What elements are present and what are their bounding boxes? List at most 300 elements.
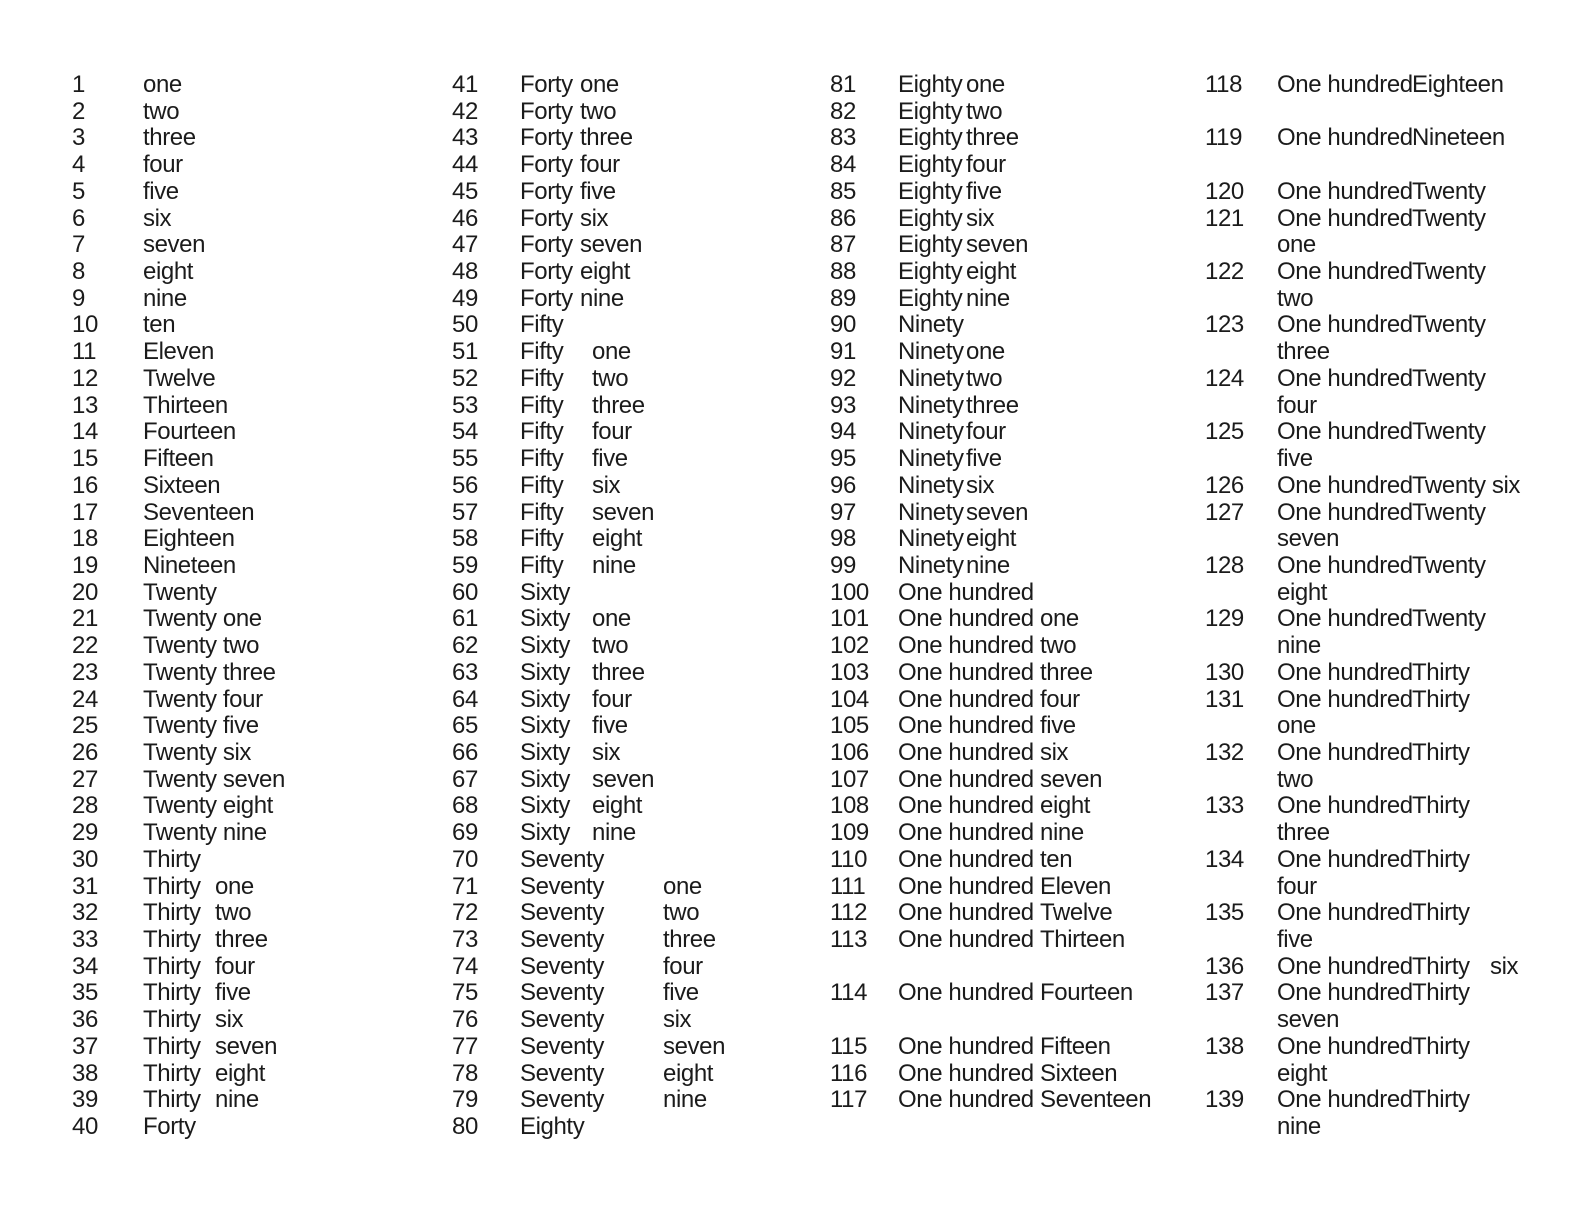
number-word: six: [1040, 739, 1069, 766]
number-word: nine: [580, 285, 624, 312]
row-number: 67: [452, 766, 478, 793]
row-number: 117: [830, 1086, 868, 1113]
number-word: ten: [143, 311, 176, 338]
number-word: One hundred: [898, 712, 1034, 739]
number-word: Seventeen: [143, 499, 255, 526]
row-number: 21: [72, 605, 98, 632]
number-word: two: [1277, 285, 1314, 312]
number-word: Thirty: [1412, 659, 1470, 686]
number-word: Twenty six: [143, 739, 252, 766]
number-word: Fifty: [520, 392, 564, 419]
number-word: Twenty seven: [143, 766, 285, 793]
number-word: Fifty: [520, 525, 564, 552]
row-number: 55: [452, 445, 478, 472]
number-word: Thirty: [1412, 1033, 1470, 1060]
row-number: 137: [1205, 979, 1244, 1006]
row-number: 10: [72, 311, 98, 338]
row-number: 104: [830, 686, 869, 713]
number-word: seven: [1277, 1006, 1340, 1033]
number-word: One hundred: [1277, 472, 1413, 499]
number-word: One hundred: [1277, 552, 1413, 579]
number-word: Thirty: [1412, 979, 1470, 1006]
number-word: One hundred: [898, 1086, 1034, 1113]
number-word: six: [966, 205, 995, 232]
number-word: three: [592, 659, 645, 686]
number-word: four: [663, 953, 703, 980]
number-word: Ninety: [898, 552, 964, 579]
number-word: one: [1277, 231, 1316, 258]
row-number: 15: [72, 445, 98, 472]
number-word: Ninety: [898, 365, 964, 392]
number-word: nine: [215, 1086, 259, 1113]
number-word: eight: [1277, 1060, 1328, 1087]
number-word: two: [966, 98, 1003, 125]
number-word: Ninety: [898, 445, 964, 472]
row-number: 38: [72, 1060, 98, 1087]
number-word: seven: [592, 766, 655, 793]
number-word: six: [215, 1006, 244, 1033]
number-word: Nineteen: [143, 552, 236, 579]
row-number: 49: [452, 285, 478, 312]
row-number: 111: [830, 873, 866, 900]
number-word: Twenty: [143, 579, 217, 606]
row-number: 81: [830, 71, 856, 98]
number-word: One hundred: [898, 739, 1034, 766]
row-number: 19: [72, 552, 98, 579]
row-number: 103: [830, 659, 869, 686]
number-word: Sixteen: [1040, 1060, 1118, 1087]
number-word: Thirteen: [143, 392, 228, 419]
row-number: 113: [830, 926, 868, 953]
number-word: One hundred: [1277, 258, 1413, 285]
row-number: 90: [830, 311, 856, 338]
number-word: seven: [1277, 525, 1340, 552]
number-word: one: [966, 338, 1005, 365]
number-word: One hundred: [1277, 365, 1413, 392]
number-word: Twenty five: [143, 712, 259, 739]
number-word: four: [1040, 686, 1080, 713]
row-number: 24: [72, 686, 98, 713]
number-word: One hundred: [1277, 686, 1413, 713]
number-word: Thirty: [143, 873, 201, 900]
number-word: One hundred: [1277, 124, 1413, 151]
number-word: seven: [1040, 766, 1103, 793]
number-word: two: [143, 98, 180, 125]
row-number: 102: [830, 632, 869, 659]
number-word: One hundred: [898, 846, 1034, 873]
row-number: 1: [72, 71, 85, 98]
row-number: 52: [452, 365, 478, 392]
number-word: Thirty: [1412, 899, 1470, 926]
number-word: five: [663, 979, 699, 1006]
number-word: Ninety: [898, 499, 964, 526]
number-word: Thirty: [143, 1086, 201, 1113]
number-word: Sixty: [520, 766, 571, 793]
number-word: Twenty: [1412, 258, 1486, 285]
number-word: two: [663, 899, 700, 926]
number-word: One hundred: [898, 632, 1034, 659]
number-word: Seventy: [520, 1006, 604, 1033]
row-number: 13: [72, 392, 98, 419]
number-word: Twenty: [1412, 418, 1486, 445]
number-word: nine: [1277, 1113, 1321, 1140]
number-word: Thirty: [143, 926, 201, 953]
number-word: three: [966, 124, 1019, 151]
row-number: 114: [830, 979, 868, 1006]
row-number: 60: [452, 579, 478, 606]
number-word: Eighty: [520, 1113, 585, 1140]
row-number: 91: [830, 338, 856, 365]
row-number: 17: [72, 499, 98, 526]
number-word: One hundred: [1277, 659, 1413, 686]
number-word: six: [143, 205, 172, 232]
number-word: Eighty: [898, 258, 963, 285]
row-number: 78: [452, 1060, 478, 1087]
number-word: One hundred: [898, 1060, 1034, 1087]
number-word: Seventy: [520, 953, 604, 980]
number-word: Seventy: [520, 1060, 604, 1087]
number-word: Forty: [143, 1113, 196, 1140]
number-word: six: [966, 472, 995, 499]
number-word: One hundred: [898, 686, 1034, 713]
row-number: 99: [830, 552, 856, 579]
row-number: 84: [830, 151, 856, 178]
number-word: Ninety: [898, 525, 964, 552]
row-number: 35: [72, 979, 98, 1006]
row-number: 74: [452, 953, 478, 980]
number-word: seven: [592, 499, 655, 526]
number-word: six: [663, 1006, 692, 1033]
row-number: 2: [72, 98, 85, 125]
number-word: six: [592, 472, 621, 499]
number-word: three: [966, 392, 1019, 419]
number-word: nine: [1277, 632, 1321, 659]
number-word: eight: [592, 525, 643, 552]
number-word: three: [1277, 819, 1330, 846]
number-word: Forty: [520, 151, 573, 178]
row-number: 12: [72, 365, 98, 392]
number-word: One hundred: [1277, 205, 1413, 232]
number-word: eight: [143, 258, 194, 285]
row-number: 107: [830, 766, 869, 793]
number-word: Forty: [520, 285, 573, 312]
number-word: one: [580, 71, 619, 98]
number-word: One hundred: [1277, 178, 1413, 205]
number-word: One hundred: [1277, 311, 1413, 338]
row-number: 93: [830, 392, 856, 419]
number-word: four: [592, 686, 632, 713]
number-word: Fifty: [520, 472, 564, 499]
row-number: 134: [1205, 846, 1244, 873]
number-word: five: [1277, 445, 1313, 472]
number-word: Twenty: [1412, 552, 1486, 579]
row-number: 50: [452, 311, 478, 338]
number-word: eight: [966, 258, 1017, 285]
number-word: Forty: [520, 205, 573, 232]
number-word: six: [580, 205, 609, 232]
row-number: 32: [72, 899, 98, 926]
number-word: Twenty two: [143, 632, 260, 659]
row-number: 26: [72, 739, 98, 766]
number-word: three: [143, 124, 196, 151]
number-word: Fifty: [520, 418, 564, 445]
number-word: Forty: [520, 231, 573, 258]
row-number: 136: [1205, 953, 1244, 980]
row-number: 83: [830, 124, 856, 151]
row-number: 48: [452, 258, 478, 285]
number-word: four: [966, 151, 1006, 178]
row-number: 63: [452, 659, 478, 686]
number-word: Thirty: [143, 979, 201, 1006]
number-word: Forty: [520, 124, 573, 151]
row-number: 87: [830, 231, 856, 258]
number-word: Thirty: [1412, 686, 1470, 713]
row-number: 128: [1205, 552, 1244, 579]
row-number: 95: [830, 445, 856, 472]
row-number: 82: [830, 98, 856, 125]
number-word: two: [215, 899, 252, 926]
row-number: 70: [452, 846, 478, 873]
row-number: 45: [452, 178, 478, 205]
number-word: Seventy: [520, 873, 604, 900]
number-word: One hundred: [1277, 1086, 1413, 1113]
row-number: 116: [830, 1060, 868, 1087]
number-word: five: [215, 979, 251, 1006]
row-number: 64: [452, 686, 478, 713]
number-word: nine: [143, 285, 187, 312]
number-word: Fifty: [520, 311, 564, 338]
row-number: 14: [72, 418, 98, 445]
number-word: One hundred: [1277, 605, 1413, 632]
number-word: Twenty four: [143, 686, 263, 713]
number-word: Fifteen: [1040, 1033, 1111, 1060]
number-word: One hundred: [898, 979, 1034, 1006]
number-word: Sixty: [520, 739, 571, 766]
number-word: seven: [966, 499, 1029, 526]
row-number: 106: [830, 739, 869, 766]
number-word: Seventy: [520, 1033, 604, 1060]
number-word: One hundred: [898, 873, 1034, 900]
row-number: 105: [830, 712, 869, 739]
number-word: one: [1277, 712, 1316, 739]
row-number: 77: [452, 1033, 478, 1060]
number-word: eight: [663, 1060, 714, 1087]
number-word: Eighty: [898, 178, 963, 205]
row-number: 20: [72, 579, 98, 606]
number-word: Thirty: [1412, 739, 1470, 766]
row-number: 25: [72, 712, 98, 739]
number-word: Twenty: [1412, 205, 1486, 232]
number-word: nine: [592, 552, 636, 579]
row-number: 88: [830, 258, 856, 285]
number-word: Sixty: [520, 579, 571, 606]
number-word: Eighteen: [143, 525, 235, 552]
number-word: four: [1277, 873, 1317, 900]
row-number: 42: [452, 98, 478, 125]
number-word: five: [966, 178, 1002, 205]
row-number: 71: [452, 873, 478, 900]
row-number: 28: [72, 792, 98, 819]
number-word: seven: [580, 231, 643, 258]
number-word: Thirteen: [1040, 926, 1125, 953]
number-word: two: [592, 365, 629, 392]
number-word: Sixty: [520, 686, 571, 713]
number-word: One hundred: [1277, 418, 1413, 445]
row-number: 127: [1205, 499, 1244, 526]
number-word: One hundred: [898, 792, 1034, 819]
number-word: Seventeen: [1040, 1086, 1152, 1113]
number-word: four: [215, 953, 255, 980]
number-word: One hundred: [1277, 846, 1413, 873]
row-number: 56: [452, 472, 478, 499]
row-number: 130: [1205, 659, 1244, 686]
number-word: eight: [966, 525, 1017, 552]
number-word: Fifty: [520, 445, 564, 472]
number-word: Seventy: [520, 846, 604, 873]
number-word: Thirty: [143, 953, 201, 980]
row-number: 23: [72, 659, 98, 686]
number-word: Twenty: [1412, 311, 1486, 338]
number-word: Sixty: [520, 605, 571, 632]
number-word: Eleven: [143, 338, 214, 365]
number-word: two: [1040, 632, 1077, 659]
number-word: one: [1040, 605, 1079, 632]
number-word: Sixteen: [143, 472, 221, 499]
number-word: Forty: [520, 178, 573, 205]
number-word: Thirty: [1412, 1086, 1470, 1113]
number-word: Ninety: [898, 418, 964, 445]
row-number: 98: [830, 525, 856, 552]
number-word: Thirty: [1412, 846, 1470, 873]
number-word: One hundred: [1277, 1033, 1413, 1060]
number-word: Seventy: [520, 899, 604, 926]
number-word: seven: [215, 1033, 278, 1060]
number-word: Twenty six: [1412, 472, 1521, 499]
row-number: 135: [1205, 899, 1244, 926]
row-number: 43: [452, 124, 478, 151]
row-number: 80: [452, 1113, 478, 1140]
row-number: 75: [452, 979, 478, 1006]
number-word: Forty: [520, 71, 573, 98]
number-word: One hundred: [1277, 953, 1413, 980]
number-word: one: [663, 873, 702, 900]
row-number: 37: [72, 1033, 98, 1060]
number-word: Thirty: [1412, 792, 1470, 819]
number-word: one: [592, 338, 631, 365]
number-word: nine: [966, 285, 1010, 312]
row-number: 44: [452, 151, 478, 178]
number-word: One hundred: [898, 1033, 1034, 1060]
number-word: One hundred: [1277, 739, 1413, 766]
number-word: eight: [580, 258, 631, 285]
row-number: 51: [452, 338, 478, 365]
number-word: Twelve: [1040, 899, 1113, 926]
number-word: five: [966, 445, 1002, 472]
row-number: 9: [72, 285, 85, 312]
number-word: three: [663, 926, 716, 953]
number-word: five: [592, 445, 628, 472]
number-word: nine: [592, 819, 636, 846]
number-word: Eleven: [1040, 873, 1111, 900]
number-word: Twenty: [1412, 605, 1486, 632]
number-word: One hundred: [898, 766, 1034, 793]
number-word: five: [143, 178, 179, 205]
number-word: Ninety: [898, 311, 964, 338]
number-word: Thirty: [143, 1033, 201, 1060]
row-number: 46: [452, 205, 478, 232]
row-number: 92: [830, 365, 856, 392]
number-word: five: [1040, 712, 1076, 739]
row-number: 36: [72, 1006, 98, 1033]
number-word: One hundred: [898, 926, 1034, 953]
row-number: 73: [452, 926, 478, 953]
number-word: Eighty: [898, 231, 963, 258]
row-number: 41: [452, 71, 478, 98]
row-number: 18: [72, 525, 98, 552]
row-number: 108: [830, 792, 869, 819]
row-number: 124: [1205, 365, 1244, 392]
row-number: 66: [452, 739, 478, 766]
number-word: One hundred: [1277, 979, 1413, 1006]
row-number: 31: [72, 873, 98, 900]
number-word: one: [143, 71, 182, 98]
number-word: four: [966, 418, 1006, 445]
number-word: five: [580, 178, 616, 205]
number-word: four: [592, 418, 632, 445]
row-number: 121: [1205, 205, 1244, 232]
number-word: Fifteen: [143, 445, 214, 472]
number-word: Eighty: [898, 124, 963, 151]
number-word: seven: [663, 1033, 726, 1060]
row-number: 16: [72, 472, 98, 499]
row-number: 53: [452, 392, 478, 419]
row-number: 22: [72, 632, 98, 659]
number-word: One hundred: [1277, 899, 1413, 926]
row-number: 125: [1205, 418, 1244, 445]
number-word: Forty: [520, 258, 573, 285]
row-number: 89: [830, 285, 856, 312]
row-number: 59: [452, 552, 478, 579]
number-word: Fifty: [520, 365, 564, 392]
row-number: 8: [72, 258, 85, 285]
row-number: 94: [830, 418, 856, 445]
number-word: four: [143, 151, 183, 178]
number-word: Fifty: [520, 338, 564, 365]
number-word: Sixty: [520, 712, 571, 739]
number-word: eight: [1277, 579, 1328, 606]
number-word: One hundred: [1277, 71, 1413, 98]
number-word: One hundred: [898, 659, 1034, 686]
row-number: 115: [830, 1033, 868, 1060]
row-number: 69: [452, 819, 478, 846]
row-number: 68: [452, 792, 478, 819]
row-number: 96: [830, 472, 856, 499]
row-number: 47: [452, 231, 478, 258]
number-word: Thirty: [143, 846, 201, 873]
number-word: Eighteen: [1412, 71, 1504, 98]
row-number: 6: [72, 205, 85, 232]
row-number: 101: [830, 605, 869, 632]
number-word: Sixty: [520, 819, 571, 846]
number-word: Twenty one: [143, 605, 262, 632]
number-word: Twenty nine: [143, 819, 267, 846]
number-word: Ninety: [898, 338, 964, 365]
number-word: Twenty eight: [143, 792, 273, 819]
number-word: One hundred: [1277, 499, 1413, 526]
number-word: two: [580, 98, 617, 125]
number-word: Twenty: [1412, 178, 1486, 205]
number-word: Fifty: [520, 499, 564, 526]
